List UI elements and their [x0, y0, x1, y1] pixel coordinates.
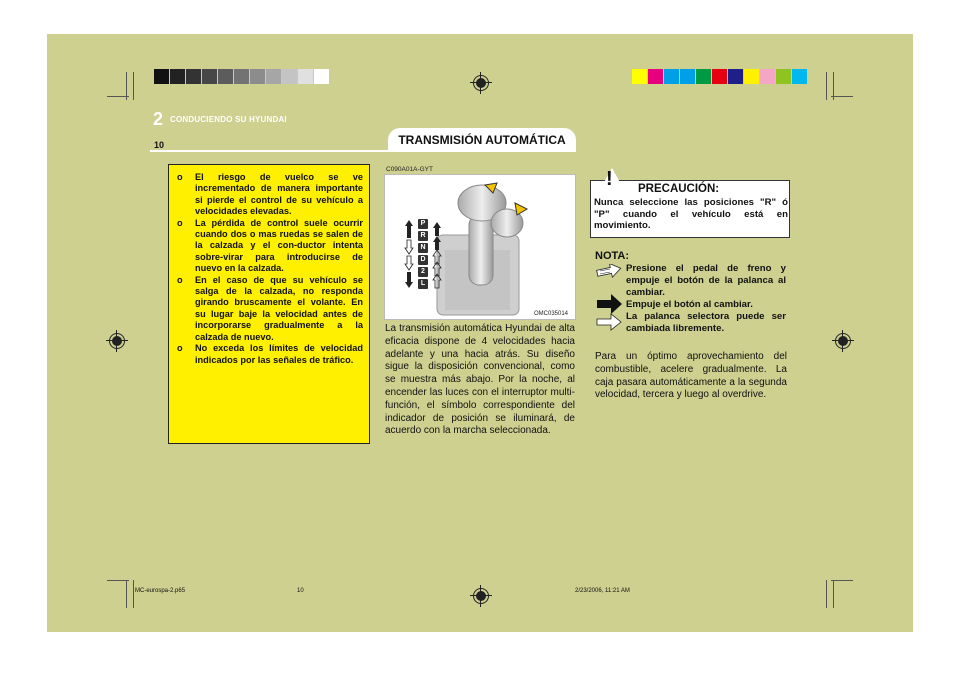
chapter-title: CONDUCIENDO SU HYUNDAI [170, 115, 287, 124]
color-swatch [648, 69, 663, 84]
color-swatch [792, 69, 807, 84]
gray-swatch [234, 69, 249, 84]
nota-line-2: Empuje el botón al cambiar. [626, 299, 753, 310]
body-text-right: Para un óptimo aprovechamiento del combustible, acelere gradualmente. La caja pasara automáticamente a la segunda velocidad, tercera y luego al overdrive. [595, 351, 787, 401]
gear-2: 2 [418, 267, 428, 277]
color-swatch [728, 69, 743, 84]
gear-n: N [418, 243, 428, 253]
gear-d: D [418, 255, 428, 265]
nota-label: NOTA: [595, 250, 630, 262]
warning-item: o En el caso de que su vehículo se salga de la calzada, no responda girando bruscamente el volante. En su lugar baje la velocidad antes de incorporarse gradualmente a la calzada de nuevo. [177, 274, 363, 342]
gray-swatch [282, 69, 297, 84]
color-swatch [696, 69, 711, 84]
registration-mark [470, 72, 492, 94]
warning-item: o La pérdida de control suele ocurrir cuando dos o mas ruedas se salen de la calzada y el con-ductor intenta sobre-virar para introducirse de nuevo en la calzada. [177, 217, 363, 274]
header-rule [150, 150, 576, 152]
gray-swatch [154, 69, 169, 84]
footer-page: 10 [297, 588, 304, 594]
figure-code: C090A01A-GYT [386, 166, 433, 173]
registration-mark [832, 330, 854, 352]
section-title: TRANSMISIÓN AUTOMÁTICA [398, 133, 566, 147]
caution-title: PRECAUCIÓN: [638, 183, 720, 195]
gray-swatch [298, 69, 313, 84]
shift-arrows-icon [404, 218, 454, 290]
warning-item: o El riesgo de vuelco se ve incrementado de manera importante si pierde el control de su vehículo a velocidades elevadas. [177, 172, 363, 217]
color-swatch [776, 69, 791, 84]
registration-mark [106, 330, 128, 352]
color-swatch [712, 69, 727, 84]
gear-l: L [418, 279, 428, 289]
color-swatch [760, 69, 775, 84]
body-text-left: La transmisión automática Hyundai de alta eficacia dispone de 4 velocidades hacia adelante y una hacia atrás. Su diseño sigue la disposición convencional, como se muestra más abajo. Por la noche, al encender las luces con el interruptor multi-función, el símbolo correspondiente del indicador de posición se iluminará, de acuerdo con la marcha seleccionada. [385, 323, 575, 437]
warning-list [169, 165, 369, 366]
nota-line-3: La palanca selectora puede ser cambiada libremente. [626, 311, 786, 334]
gray-swatch [218, 69, 233, 84]
warning-box [168, 164, 370, 444]
gear-p: P [418, 219, 428, 229]
gray-swatch [266, 69, 281, 84]
nota-line-1: Presione el pedal de freno y empuje el botón de la palanca al cambiar. [626, 263, 786, 298]
footer-date: 2/23/2006, 11:21 AM [575, 588, 630, 594]
caution-text: Nunca seleccione las posiciones "R" ó "P" cuando el vehículo está en movimiento. [594, 197, 788, 231]
page-number: 10 [154, 140, 165, 150]
footer-file: MC-eurospa-2.p65 [135, 588, 186, 594]
chapter-number: 2 [153, 109, 164, 129]
gray-swatch [314, 69, 329, 84]
color-swatch [664, 69, 679, 84]
gray-swatch [202, 69, 217, 84]
nota-text [626, 263, 786, 335]
color-swatch [632, 69, 647, 84]
gray-swatch [170, 69, 185, 84]
warning-item: o No exceda los límites de velocidad indicados por las señales de tráfico. [177, 343, 363, 365]
gear-r: R [418, 231, 428, 241]
image-code: OMC035014 [534, 311, 569, 317]
color-swatch [680, 69, 695, 84]
gray-swatch [250, 69, 265, 84]
nota-arrows-icon [596, 264, 624, 336]
color-swatch [744, 69, 759, 84]
registration-mark [470, 585, 492, 607]
caution-symbol: ! [606, 168, 613, 190]
gray-swatch [186, 69, 201, 84]
